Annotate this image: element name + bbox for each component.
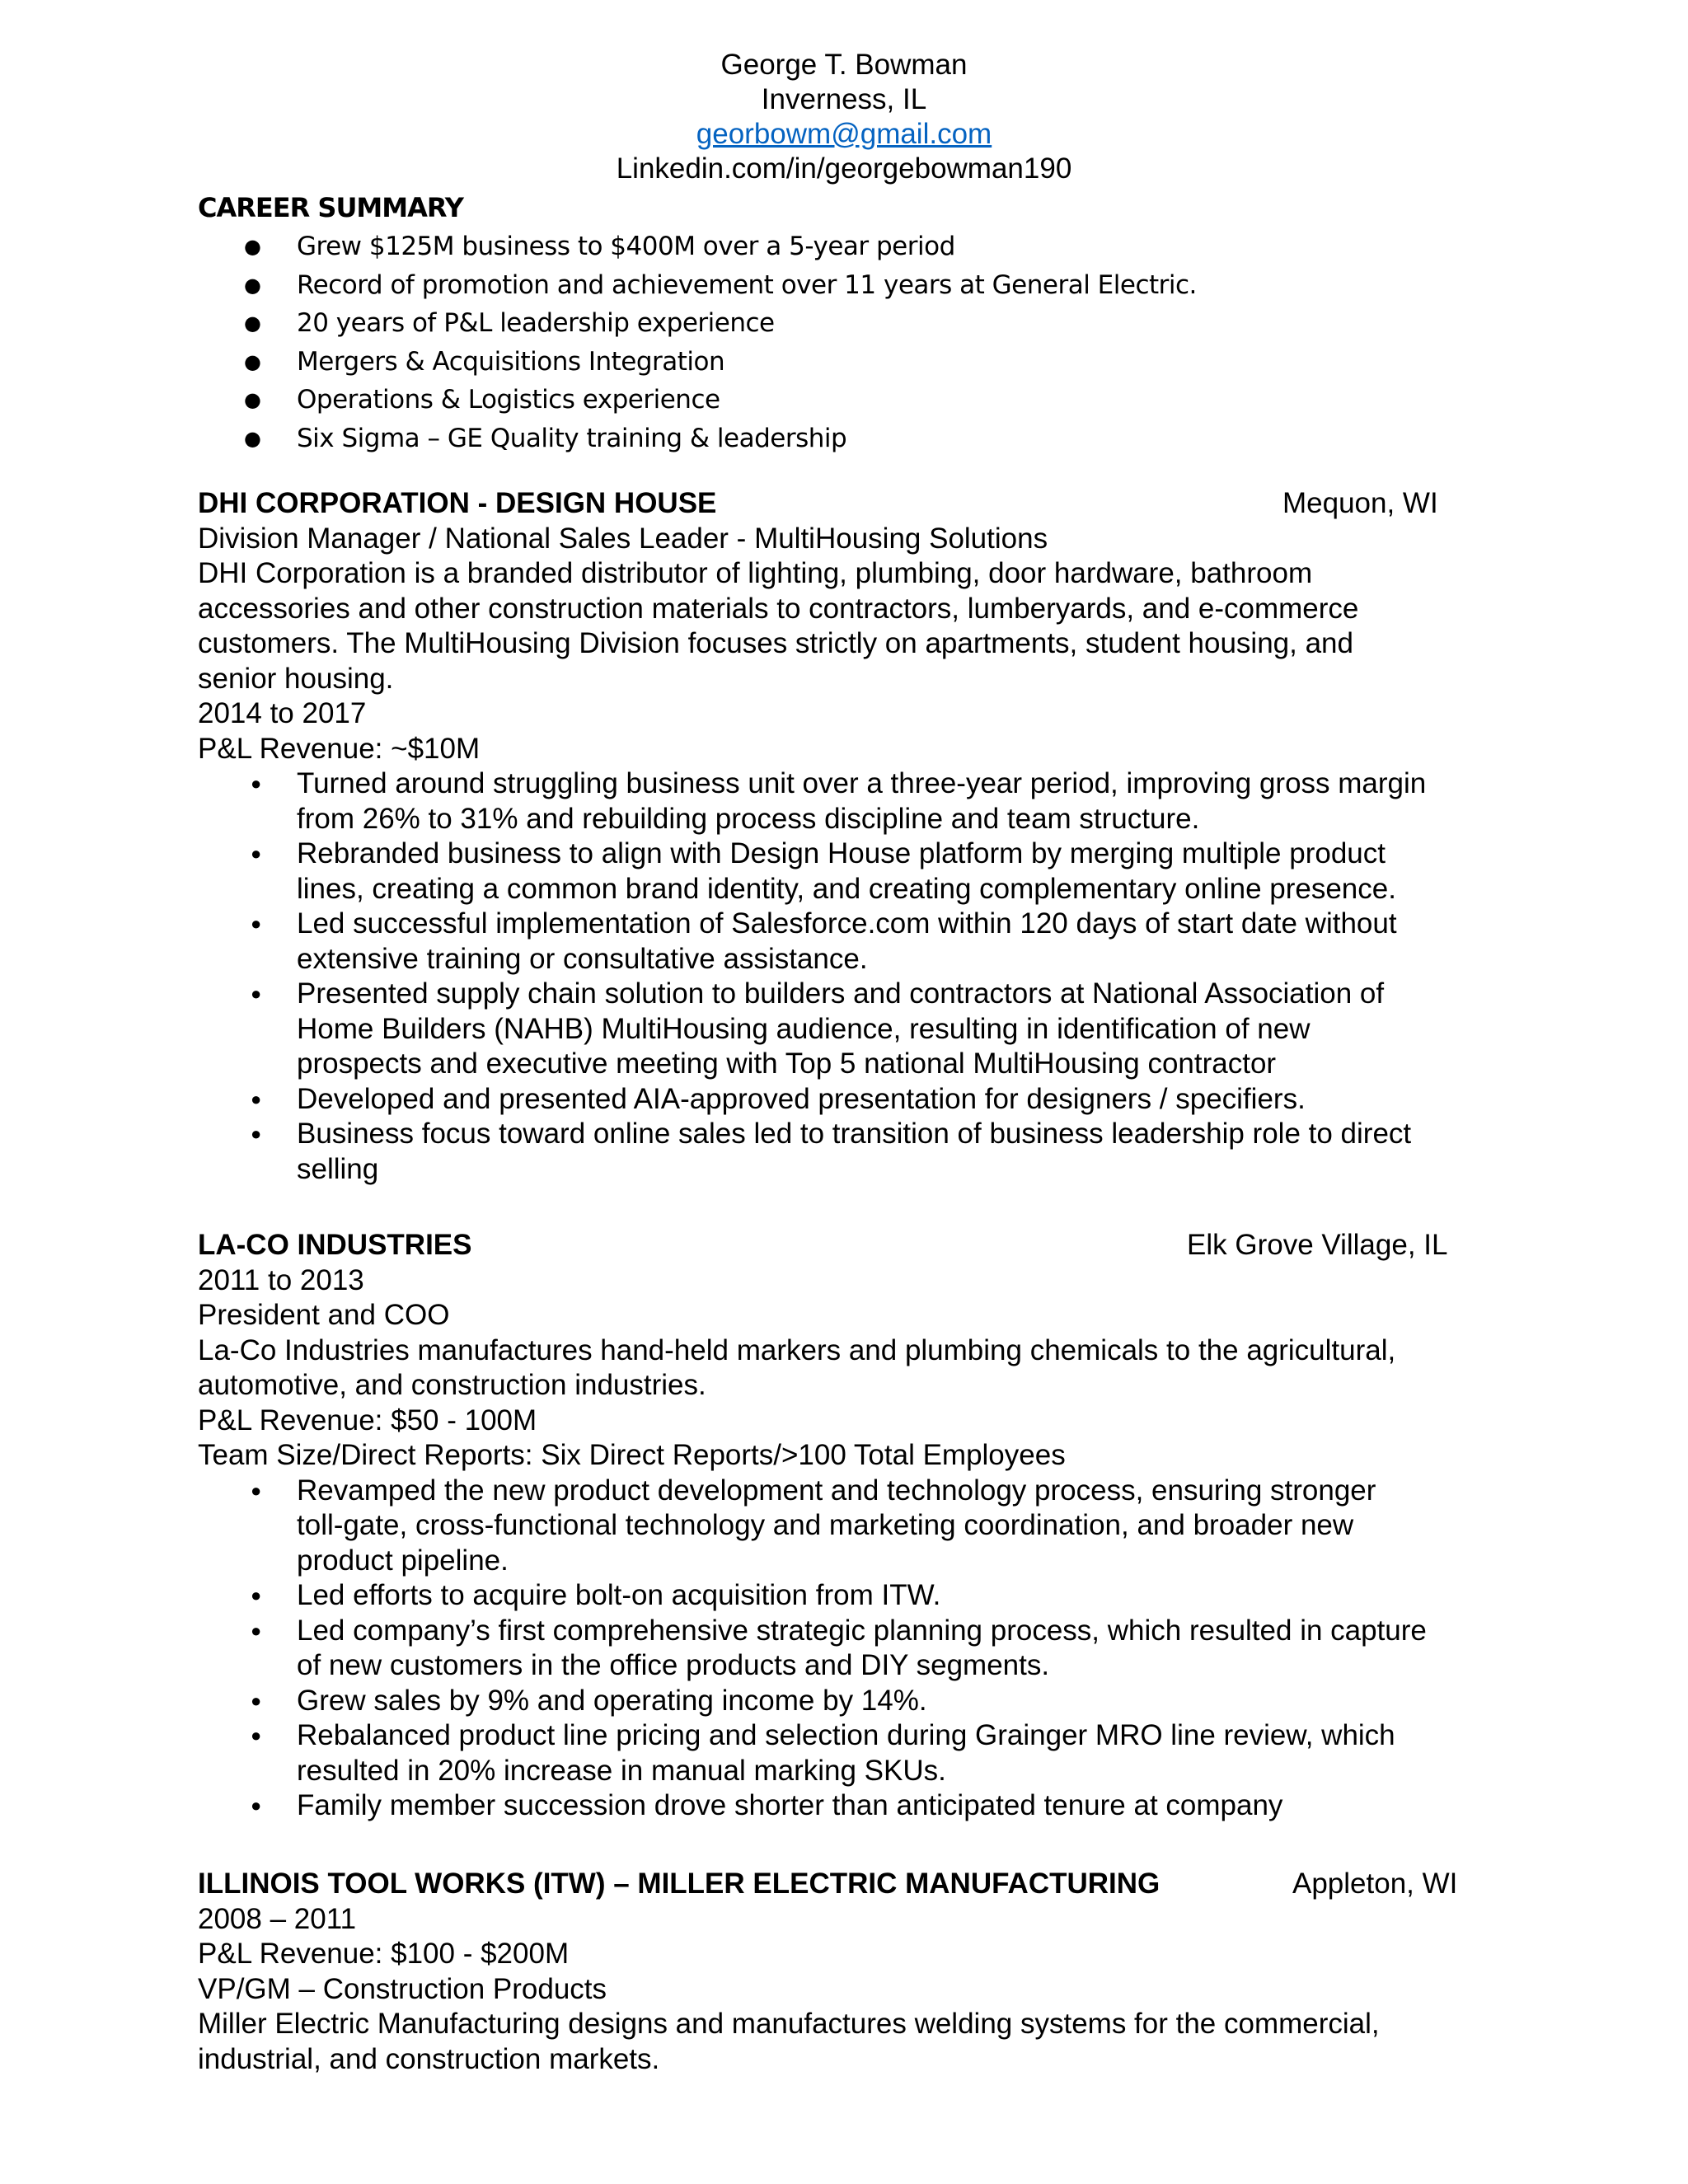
- accomplishment-item: [198, 1082, 1484, 1118]
- accomplishment-item: [198, 1614, 1484, 1684]
- bullet-line: ● Rebranded business to align with Design House platform by merging multiple product: [297, 837, 1386, 869]
- career-summary-heading: CAREER SUMMARY: [198, 192, 463, 223]
- accomplishment-item: [198, 977, 1484, 1082]
- job-dates: 2011 to 2013: [198, 1263, 364, 1296]
- company-location: Appleton, WI: [1292, 1868, 1458, 1900]
- bullet-line: from 26% to 31% and rebuilding process discipline and team structure.: [297, 802, 1200, 835]
- bullet-line: ● Grew sales by 9% and operating income by 14%.: [297, 1684, 927, 1717]
- pl-revenue: P&L Revenue: $100 - $200M: [198, 1938, 570, 1970]
- bullet-line: lines, creating a common brand identity, and creating complementary online presence.: [297, 872, 1396, 905]
- job-dates: 2008 – 2011: [198, 1902, 357, 1935]
- summary-item: ● Record of promotion and achievement over 11 years at General Electric.: [198, 266, 1197, 305]
- description-line: senior housing.: [198, 662, 394, 695]
- bullet-line: ● Presented supply chain solution to builders and contractors at National Association of: [297, 977, 1385, 1010]
- company-description: [198, 2007, 1484, 2077]
- description-line: La-Co Industries manufactures hand-held markers and plumbing chemicals to the agricultural,: [198, 1333, 1396, 1366]
- accomplishment-item: [198, 907, 1484, 977]
- bullet-line: ● Led company’s first comprehensive strategic planning process, which resulted in capture: [297, 1614, 1427, 1647]
- description-line: accessories and other construction materials to contractors, lumberyards, and e-commerce: [198, 592, 1359, 625]
- bullet-line: of new customers in the office products and DIY segments.: [297, 1649, 1050, 1681]
- job-title: Division Manager / National Sales Leader - MultiHousing Solutions: [198, 522, 1048, 555]
- job-dhi: [198, 486, 1484, 1187]
- bullet-line: extensive training or consultative assistance.: [297, 942, 868, 975]
- team-size: Team Size/Direct Reports: Six Direct Reports/>100 Total Employees: [198, 1439, 1066, 1471]
- summary-item: ● Mergers & Acquisitions Integration: [198, 343, 1197, 382]
- email-link[interactable]: georbowm@gmail.com: [696, 118, 992, 150]
- accomplishment-item: [198, 1718, 1484, 1788]
- pl-revenue: P&L Revenue: $50 - 100M: [198, 1404, 537, 1436]
- accomplishment-item: [198, 1474, 1484, 1579]
- company-location: Elk Grove Village, IL: [1187, 1229, 1448, 1261]
- linkedin-url: Linkedin.com/in/georgebowman190: [616, 152, 1072, 185]
- resume-header: [0, 48, 1688, 186]
- bullet-line: ● Business focus toward online sales led to transition of business leadership role to direct: [297, 1118, 1412, 1150]
- bullet-line: ● Family member succession drove shorter than anticipated tenure at company: [297, 1789, 1283, 1821]
- pl-revenue: P&L Revenue: ~$10M: [198, 732, 481, 765]
- bullet-line: product pipeline.: [297, 1544, 509, 1577]
- job-laco: [198, 1228, 1484, 1824]
- company-name: ILLINOIS TOOL WORKS (ITW) – MILLER ELECTRIC MANUFACTURING: [198, 1868, 1160, 1900]
- job-dates: 2014 to 2017: [198, 697, 367, 729]
- bullet-line: Home Builders (NAHB) MultiHousing audience, resulting in identification of new: [297, 1012, 1311, 1045]
- job-title: VP/GM – Construction Products: [198, 1972, 607, 2005]
- accomplishment-item: [198, 1117, 1484, 1187]
- bullet-line: resulted in 20% increase in manual marking SKUs.: [297, 1754, 946, 1787]
- job-title: President and COO: [198, 1299, 450, 1331]
- summary-item: ● Grew $125M business to $400M over a 5-year period: [198, 227, 1197, 266]
- accomplishment-item: [198, 1788, 1484, 1824]
- bullet-line: ● Rebalanced product line pricing and selection during Grainger MRO line review, which: [297, 1719, 1395, 1751]
- description-line: DHI Corporation is a branded distributor of lighting, plumbing, door hardware, bathroom: [198, 557, 1313, 589]
- company-description: [198, 556, 1484, 696]
- accomplishment-item: [198, 1578, 1484, 1614]
- job-itw: [198, 1867, 1484, 2077]
- bullet-line: ● Led efforts to acquire bolt-on acquisition from ITW.: [297, 1579, 941, 1611]
- accomplishment-item: [198, 837, 1484, 907]
- bullet-line: ● Developed and presented AIA-approved presentation for designers / specifiers.: [297, 1082, 1306, 1115]
- bullet-line: ● Led successful implementation of Salesforce.com within 120 days of start date without: [297, 907, 1397, 940]
- accomplishment-item: [198, 766, 1484, 837]
- bullet-line: prospects and executive meeting with Top 5 national MultiHousing contractor: [297, 1047, 1277, 1080]
- company-name: LA-CO INDUSTRIES: [198, 1229, 472, 1261]
- summary-item: ● 20 years of P&L leadership experience: [198, 304, 1197, 343]
- company-name: DHI CORPORATION - DESIGN HOUSE: [198, 487, 717, 519]
- description-line: automotive, and construction industries.: [198, 1369, 706, 1401]
- description-line: Miller Electric Manufacturing designs and manufactures welding systems for the commercial,: [198, 2008, 1380, 2040]
- bullet-line: toll-gate, cross-functional technology and marketing coordination, and broader new: [297, 1509, 1354, 1541]
- description-line: customers. The MultiHousing Division focuses strictly on apartments, student housing, and: [198, 627, 1353, 659]
- accomplishment-list: [198, 1474, 1484, 1824]
- summary-item: ● Six Sigma – GE Quality training & leadership: [198, 419, 1197, 458]
- career-summary-list: [198, 227, 1197, 457]
- summary-item: ● Operations & Logistics experience: [198, 381, 1197, 419]
- company-description: [198, 1333, 1484, 1404]
- bullet-line: selling: [297, 1152, 379, 1185]
- description-line: industrial, and construction markets.: [198, 2042, 660, 2075]
- candidate-name: George T. Bowman: [720, 49, 968, 81]
- bullet-line: ● Turned around struggling business unit over a three-year period, improving gross margin: [297, 767, 1427, 799]
- company-location: Mequon, WI: [1282, 487, 1438, 519]
- accomplishment-list: [198, 766, 1484, 1187]
- accomplishment-item: [198, 1684, 1484, 1719]
- candidate-location: Inverness, IL: [761, 83, 927, 115]
- bullet-line: ● Revamped the new product development and technology process, ensuring stronger: [297, 1474, 1376, 1507]
